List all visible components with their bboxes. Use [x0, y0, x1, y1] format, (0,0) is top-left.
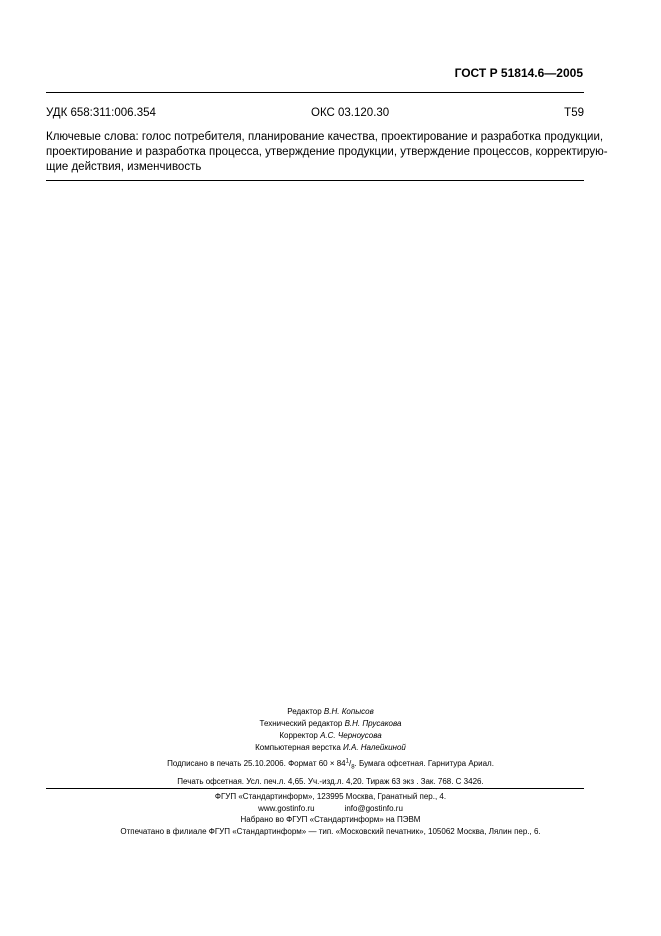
credit-name: А.С. Черноусова [320, 731, 382, 740]
udk-code: УДК 658:311:006.354 [46, 107, 156, 119]
publisher-email: info@gostinfo.ru [344, 803, 403, 813]
oks-code: ОКС 03.120.30 [311, 107, 390, 119]
print-info-line [0, 757, 661, 775]
classification-row [46, 107, 584, 121]
credit-tech-editor [0, 718, 661, 730]
credit-corrector [0, 730, 661, 742]
format-fraction-den: 8 [351, 764, 355, 771]
keywords-block [46, 130, 608, 175]
keywords-line: Ключевые слова: голос потребителя, планирование качества, проектирование и разработка продукции, [46, 131, 604, 143]
credit-name: В.Н. Прусакова [344, 719, 402, 728]
credit-editor [0, 706, 661, 718]
credit-label: Корректор [279, 731, 318, 740]
format-fraction-slash: / [348, 759, 352, 768]
keywords-line: щие действия, изменчивость [46, 161, 202, 173]
print-info-text: Подписано в печать 25.10.2006. Формат 60 × 84 [167, 759, 346, 768]
credit-name: В.Н. Копысов [323, 707, 374, 716]
publisher-rule [46, 788, 584, 789]
publisher-contacts [0, 803, 661, 815]
print-info-text: . Бумага офсетная. Гарнитура Ариал. [354, 759, 494, 768]
credit-label: Технический редактор [259, 719, 343, 728]
publisher-website: www.gostinfo.ru [258, 803, 315, 813]
print-info-block [0, 757, 661, 789]
format-fraction-num: 1 [345, 758, 349, 765]
publisher-block [0, 791, 661, 837]
standard-code: ГОСТ Р 51814.6—2005 [454, 66, 583, 80]
credits-block [0, 706, 661, 754]
print-info-line: Печать офсетная. Усл. печ.л. 4,65. Уч.-изд.л. 4,20. Тираж 63 экз . Зак. 768. С 3426. [177, 776, 484, 786]
credit-layout [0, 742, 661, 754]
keywords-line: проектирование и разработка процесса, утверждение продукции, утверждение процессов, корректирую- [46, 146, 608, 158]
publisher-line: ФГУП «Стандартинформ», 123995 Москва, Гранатный пер., 4. [214, 792, 447, 801]
credit-label: Компьютерная верстка [255, 743, 341, 752]
credit-name: И.А. Налейкиной [343, 743, 406, 752]
keywords-rule [46, 180, 584, 181]
publisher-line: Отпечатано в филиале ФГУП «Стандартинформ» — тип. «Московский печатник», 105062 Москва, Лялин пер., 6. [120, 826, 541, 836]
header-rule [46, 92, 584, 93]
group-code: Т59 [564, 107, 584, 119]
credit-label: Редактор [287, 707, 322, 716]
publisher-line: Набрано во ФГУП «Стандартинформ» на ПЭВМ [240, 815, 421, 824]
